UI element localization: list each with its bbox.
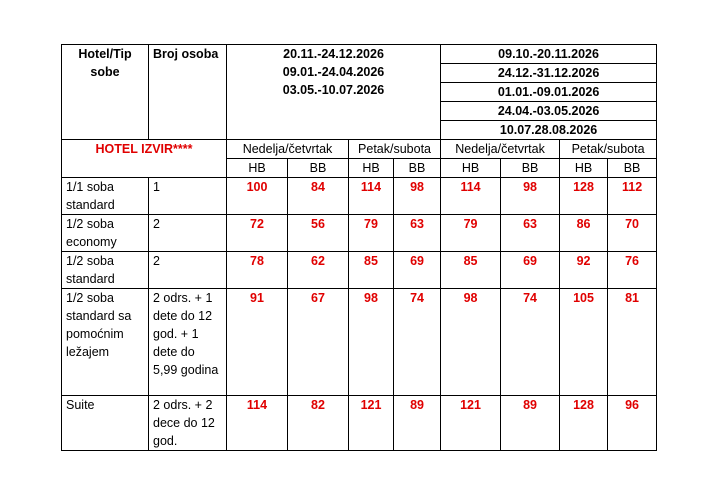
hotel-name: HOTEL IZVIR**** [62,140,227,178]
price-cell: 114 [349,178,394,215]
period-right-1: 09.10.-20.11.2026 [441,45,656,64]
period-right-4: 24.04.-03.05.2026 [441,102,656,121]
price-cell: 98 [501,178,560,215]
room-type: 1/2 soba standard sa pomoćnim ležajem [62,289,149,396]
price-cell: 100 [227,178,288,215]
price-cell: 72 [227,215,288,252]
day-group-3: Nedelja/četvrtak [441,140,560,159]
price-cell: 128 [560,178,608,215]
board-4: BB [394,159,441,178]
person-count: 1 [149,178,227,215]
price-cell: 69 [501,252,560,289]
board-5: HB [441,159,501,178]
price-cell: 128 [560,396,608,451]
price-cell: 114 [441,178,501,215]
table-row [62,289,657,396]
price-cell: 98 [394,178,441,215]
price-cell: 63 [394,215,441,252]
header-persons: Broj osoba [149,45,227,140]
price-cell: 89 [501,396,560,451]
period-left-1: 20.11.-24.12.2026 [283,47,384,61]
price-cell: 79 [349,215,394,252]
price-cell: 112 [608,178,657,215]
price-cell: 70 [608,215,657,252]
room-type: 1/1 soba standard [62,178,149,215]
room-type: 1/2 soba standard [62,252,149,289]
person-count: 2 odrs. + 1 dete do 12 god. + 1 dete do 5,99 godina [149,289,227,396]
price-cell: 78 [227,252,288,289]
period-right-3: 01.01.-09.01.2026 [441,83,656,102]
price-cell: 96 [608,396,657,451]
price-cell: 121 [441,396,501,451]
table-row [62,252,657,289]
price-cell: 69 [394,252,441,289]
period-group-right [441,45,657,140]
header-row [62,45,657,140]
period-left-2: 09.01.-24.04.2026 [282,65,385,79]
price-table [61,44,657,451]
day-group-4: Petak/subota [560,140,657,159]
board-1: HB [227,159,288,178]
price-cell: 121 [349,396,394,451]
price-cell: 98 [349,289,394,396]
price-cell: 89 [394,396,441,451]
period-right-2: 24.12.-31.12.2026 [441,64,656,83]
price-cell: 84 [288,178,349,215]
price-cell: 86 [560,215,608,252]
table-row [62,215,657,252]
day-group-1: Nedelja/četvrtak [227,140,349,159]
price-cell: 92 [560,252,608,289]
board-3: HB [349,159,394,178]
board-6: BB [501,159,560,178]
person-count: 2 odrs. + 2 dece do 12 god. [149,396,227,451]
table-row [62,178,657,215]
price-cell: 67 [288,289,349,396]
price-cell: 85 [349,252,394,289]
price-cell: 81 [608,289,657,396]
price-cell: 98 [441,289,501,396]
board-7: HB [560,159,608,178]
price-cell: 91 [227,289,288,396]
price-cell: 74 [394,289,441,396]
price-cell: 82 [288,396,349,451]
price-cell: 74 [501,289,560,396]
price-cell: 62 [288,252,349,289]
price-cell: 79 [441,215,501,252]
period-right-5: 10.07.28.08.2026 [499,123,598,137]
person-count: 2 [149,252,227,289]
price-cell: 85 [441,252,501,289]
board-2: BB [288,159,349,178]
price-cell: 114 [227,396,288,451]
person-count: 2 [149,215,227,252]
price-cell: 76 [608,252,657,289]
board-8: BB [608,159,657,178]
period-group-left [227,45,441,140]
price-cell: 63 [501,215,560,252]
day-group-2: Petak/subota [349,140,441,159]
period-left-3: 03.05.-10.07.2026 [282,83,385,97]
table-row [62,396,657,451]
room-type: Suite [62,396,149,451]
price-cell: 56 [288,215,349,252]
room-type: 1/2 soba economy [62,215,149,252]
price-cell: 105 [560,289,608,396]
day-group-row [62,140,657,159]
header-hotel-type: Hotel/Tip sobe [62,45,149,140]
